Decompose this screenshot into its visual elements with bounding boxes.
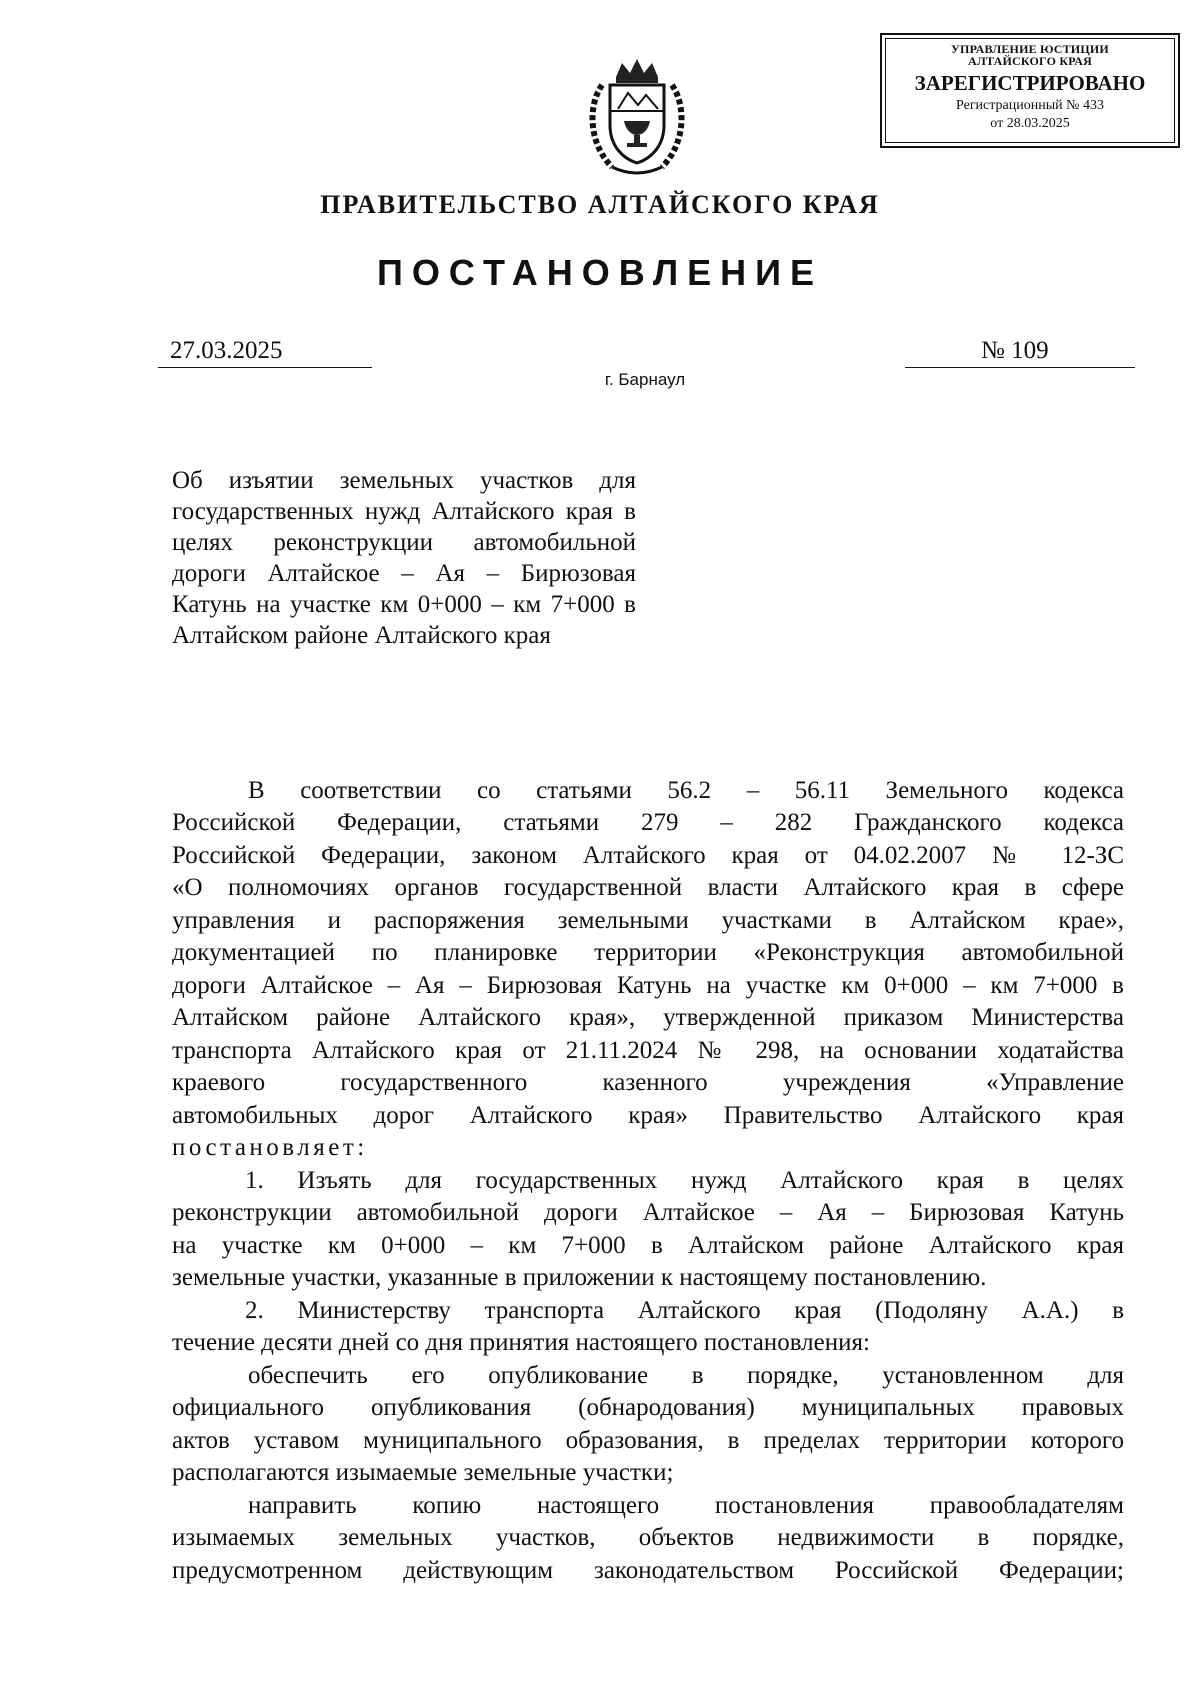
body-line: транспорта Алтайского края от 21.11.2024 № 298, на основании ходатайства [172, 1037, 1124, 1064]
body-line: автомобильных дорог Алтайского края» Правительство Алтайского края [172, 1102, 1124, 1129]
body-line: актов уставом муниципального образования, в пределах территории которого [172, 1427, 1124, 1454]
body-line: официального опубликования (обнародования) муниципальных правовых [172, 1394, 1124, 1421]
body-line: Алтайском районе Алтайского края», утвержденной приказом Министерства [172, 1004, 1124, 1031]
body-line: направить копию настоящего постановления правообладателям [248, 1492, 1124, 1519]
body-line: документацией по планировке территории «Реконструкция автомобильной [172, 939, 1124, 966]
registration-stamp [880, 33, 1180, 148]
government-title: ПРАВИТЕЛЬСТВО АЛТАЙСКОГО КРАЯ [320, 190, 880, 219]
body-line: течение десяти дней со дня принятия настоящего постановления: [172, 1329, 870, 1356]
body-line: 1. Изъять для государственных нужд Алтайского края в целях [245, 1167, 1124, 1194]
body-line: предусмотренном действующим законодательством Российской Федерации; [172, 1557, 1124, 1584]
body-line: обеспечить его опубликование в порядке, установленном для [248, 1362, 1124, 1389]
body-line: Российской Федерации, статьями 279 – 282 Гражданского кодекса [172, 809, 1124, 836]
body-line: В соответствии со статьями 56.2 – 56.11 Земельного кодекса [248, 777, 1124, 804]
body-line: Российской Федерации, законом Алтайского края от 04.02.2007 № 12-ЗС [172, 842, 1124, 869]
document-subject: Об изъятии земельных участков для государственных нужд Алтайского края в целях реконструкции автомобильной дороги Алтайское – Ая – Бирюзовая Катунь на участке км 0+000 – км 7+000 в Алтайском районе Алтайского края [172, 467, 636, 649]
body-line: постановляет: [172, 1134, 368, 1161]
body-line: «О полномочиях органов государственной власти Алтайского края в сфере [172, 874, 1124, 901]
document-date: 27.03.2025 [158, 337, 372, 368]
coat-of-arms-icon [582, 55, 692, 180]
body-line: реконструкции автомобильной дороги Алтайское – Ая – Бирюзовая Катунь [172, 1199, 1124, 1226]
body-line: дороги Алтайское – Ая – Бирюзовая Катунь на участке км 0+000 – км 7+000 в [172, 972, 1124, 999]
body-line: располагаются изымаемые земельные участки; [172, 1459, 674, 1486]
body-line: 2. Министерству транспорта Алтайского края (Подоляну А.А.) в [245, 1297, 1124, 1324]
stamp-org-line2: АЛТАЙСКОГО КРАЯ [968, 54, 1092, 68]
body-line: краевого государственного казенного учреждения «Управление [172, 1069, 1124, 1096]
stamp-reg-number: Регистрационный № 433 [956, 98, 1104, 113]
stamp-reg-date: от 28.03.2025 [990, 116, 1070, 131]
document-number: № 109 [905, 337, 1135, 368]
stamp-title: ЗАРЕГИСТРИРОВАНО [914, 71, 1146, 95]
body-line: изымаемых земельных участков, объектов недвижимости в порядке, [172, 1524, 1124, 1551]
document-city: г. Барнаул [604, 370, 686, 389]
body-line: управления и распоряжения земельными участками в Алтайском крае», [172, 907, 1124, 934]
stamp-org-line1: УПРАВЛЕНИЕ ЮСТИЦИИ [951, 42, 1109, 56]
body-line: на участке км 0+000 – км 7+000 в Алтайском районе Алтайского края [172, 1232, 1124, 1259]
document-type: ПОСТАНОВЛЕНИЕ [377, 252, 823, 293]
body-line: земельные участки, указанные в приложении к настоящему постановлению. [172, 1264, 987, 1291]
